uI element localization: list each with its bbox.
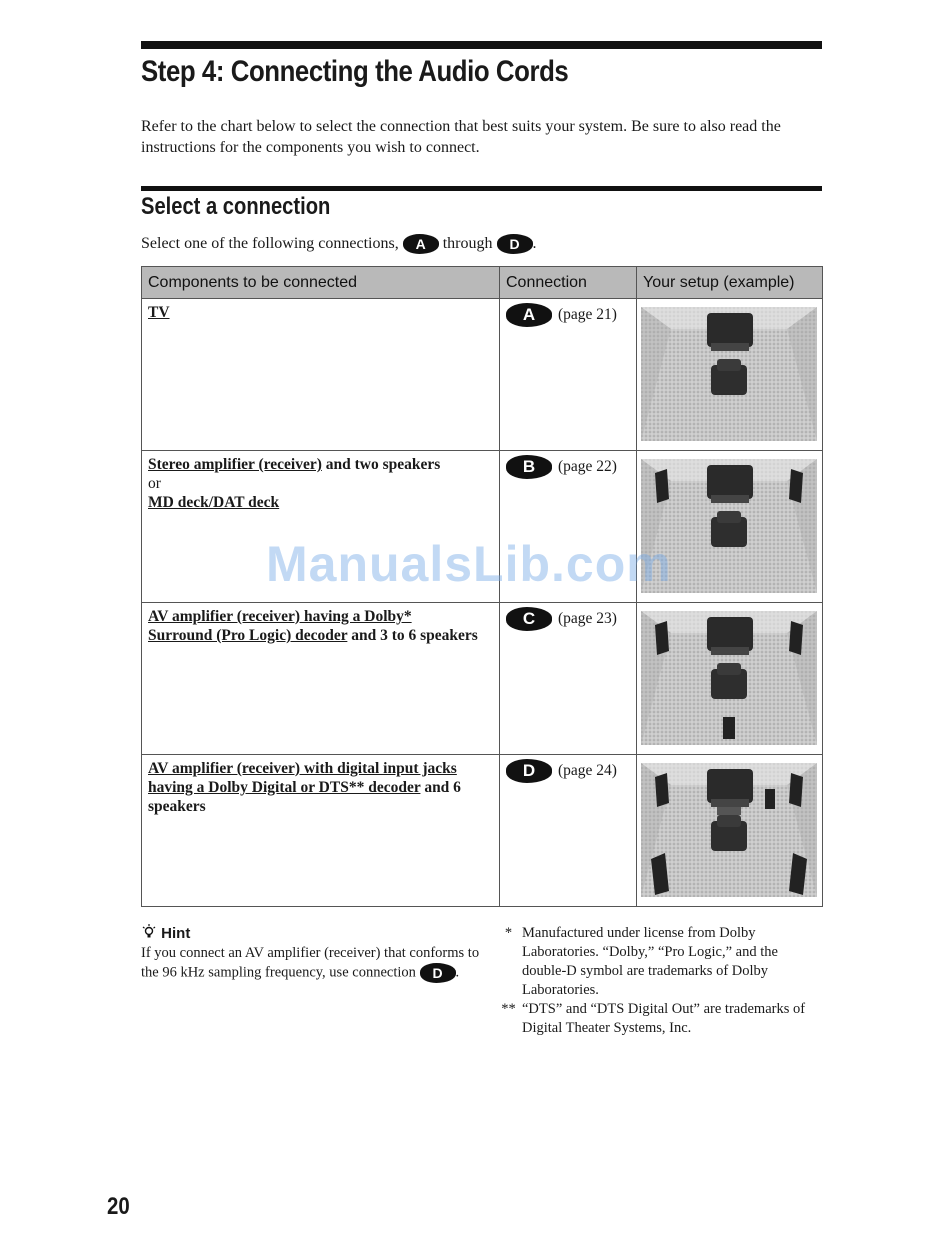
hint-heading <box>141 924 190 942</box>
front-left-speaker-icon <box>655 621 669 655</box>
section-title: Select a connection <box>141 193 331 220</box>
component-detail: and 3 to 6 speakers <box>347 627 478 644</box>
component-or: or <box>148 475 161 492</box>
page-reference: (page 24) <box>558 762 617 779</box>
hint-end: . <box>455 964 460 981</box>
component-cell <box>142 755 500 907</box>
connection-cell <box>500 755 637 907</box>
footnote-marker: * <box>504 925 513 941</box>
room-setup-illustration <box>641 307 817 441</box>
header-components: Components to be connected <box>142 267 500 299</box>
room-setup-illustration <box>641 611 817 745</box>
tv-icon <box>707 769 753 803</box>
header-setup: Your setup (example) <box>637 267 823 299</box>
connection-badge: B <box>506 455 552 479</box>
watermark: ManualsLib.com <box>266 536 672 592</box>
rear-speaker-icon <box>723 717 735 739</box>
page-number: 20 <box>107 1193 130 1220</box>
footnote-text: Manufactured under license from Dolby Laboratories. “Dolby,” “Pro Logic,” and the double-D symbol are trademarks of Dolby Laboratories. <box>522 925 778 998</box>
connection-badge-d: D <box>497 234 533 254</box>
select-text-middle: through <box>442 235 493 252</box>
component-cell <box>142 603 500 755</box>
connection-badge: A <box>506 303 552 327</box>
front-left-speaker-icon <box>655 469 669 503</box>
top-rule <box>141 41 822 49</box>
tv-icon <box>707 465 753 499</box>
page-title: Step 4: Connecting the Audio Cords <box>141 55 569 88</box>
front-left-speaker-icon <box>655 773 669 807</box>
front-right-speaker-icon <box>789 469 803 503</box>
component-name: AV amplifier (receiver) having a Dolby* <box>148 608 412 625</box>
hint-body-text: If you connect an AV amplifier (receiver) that conforms to the 96 kHz sampling frequency, use connection <box>141 945 480 981</box>
select-instruction <box>141 232 537 256</box>
component-name: MD deck/DAT deck <box>148 494 280 511</box>
page-reference: (page 23) <box>558 610 617 627</box>
component-name: having a Dolby Digital or DTS** decoder <box>148 779 421 796</box>
footnote-marker: ** <box>501 1001 516 1017</box>
select-text-before: Select one of the following connections, <box>141 235 399 252</box>
subwoofer-icon <box>765 789 775 809</box>
front-right-speaker-icon <box>789 621 803 655</box>
setup-cell <box>637 299 823 451</box>
table-row <box>142 755 823 907</box>
connection-cell <box>500 603 637 755</box>
footnotes <box>495 924 825 1038</box>
room-setup-illustration <box>641 763 817 897</box>
table-row <box>142 603 823 755</box>
center-speaker-icon <box>717 807 741 815</box>
lightbulb-icon <box>141 925 161 942</box>
connection-badge: D <box>506 759 552 783</box>
component-detail: and two speakers <box>321 456 441 473</box>
component-name: AV amplifier (receiver) with digital input jacks <box>148 760 457 777</box>
footnote-text: “DTS” and “DTS Digital Out” are trademarks of Digital Theater Systems, Inc. <box>522 1001 806 1036</box>
hint-badge-d: D <box>420 963 456 983</box>
hint-label: Hint <box>161 925 191 942</box>
component-name: TV <box>148 304 170 321</box>
section-rule <box>141 186 822 191</box>
footnote <box>495 1000 825 1038</box>
footnote <box>495 924 825 1000</box>
component-name: Stereo amplifier (receiver) <box>148 456 322 473</box>
tv-icon <box>707 313 753 347</box>
setup-cell <box>637 603 823 755</box>
hint-text <box>141 944 481 983</box>
page-reference: (page 21) <box>558 306 617 323</box>
setup-cell <box>637 755 823 907</box>
page-reference: (page 22) <box>558 458 617 475</box>
component-detail: and 6 speakers <box>148 779 461 815</box>
intro-paragraph: Refer to the chart below to select the connection that best suits your system. Be sure to also read the instructions for the components you wish to connect. <box>141 118 781 156</box>
header-connection: Connection <box>500 267 637 299</box>
connection-badge: C <box>506 607 552 631</box>
component-cell <box>142 299 500 451</box>
connection-cell <box>500 299 637 451</box>
table-header-row <box>142 267 823 299</box>
front-right-speaker-icon <box>789 773 803 807</box>
table-row <box>142 299 823 451</box>
tv-icon <box>707 617 753 651</box>
component-name: Surround (Pro Logic) decoder <box>148 627 348 644</box>
connection-badge-a: A <box>403 234 439 254</box>
select-text-end: . <box>532 235 537 252</box>
